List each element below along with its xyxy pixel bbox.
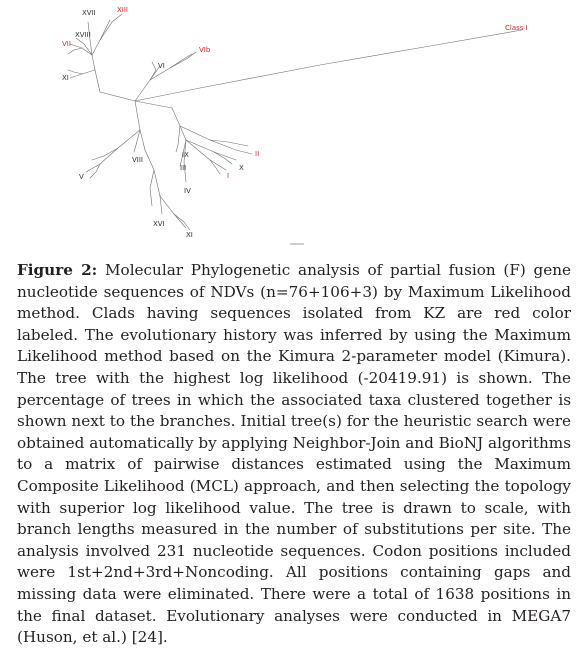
clade-label-v: V xyxy=(79,173,84,181)
branch-class-i xyxy=(135,30,522,101)
clade-label-viii: VIII xyxy=(132,156,143,164)
branch-ix xyxy=(176,126,180,152)
clade-label-class-i: Class I xyxy=(505,24,528,32)
clade-label-xviii: XVIII xyxy=(75,31,91,39)
branch-v-3 xyxy=(90,164,100,178)
figure-caption-label: Figure 2: xyxy=(17,261,98,279)
clade-label-xiii: XIII xyxy=(117,6,128,14)
clade-label-vii: VII xyxy=(62,40,71,48)
clade-label-x: X xyxy=(239,164,244,172)
figure-caption-text: Molecular Phylogenetic analysis of partial fusion (F) gene nucleotide sequences of NDVs (n=76+106+3) by Maximum Likelihood method. Clads having sequences isolated from KZ are red color labeled. The evolutionary history was inferred by using the Maximum Likelihood method based on the Kimura 2-parameter model (Kimura). The tree with the highest log likelihood (-20419.91) is shown. The percentage of trees in which the associated taxa clustered together is shown next to the branches. Initial tree(s) for the heuristic search were obtained automatically by applying Neighbor-Join and BioNJ algorithms to a matrix of pairwise distances estimated using the Maximum Composite Likelihood (MCL) approach, and then selecting the topology with superior log likelihood value. The tree is drawn to scale, with branch lengths measured in the number of substitutions per site. The analysis involved 231 nucleotide sequences. Codon positions included were 1st+2nd+3rd+Noncoding. All positions containing gaps and missing data were eliminated. There were a total of 1638 positions in the final dataset. Evolutionary analyses were conducted in MEGA7 (Huson, et al.) [24]. xyxy=(17,261,571,647)
branch-ii-2 xyxy=(210,140,248,146)
tree-branches xyxy=(68,14,522,230)
branch-vii xyxy=(70,44,92,55)
clade-label-iii: III xyxy=(180,164,187,172)
clade-label-vib: VIb xyxy=(199,46,211,54)
branch-vii-2 xyxy=(68,48,82,54)
phylogenetic-tree-figure xyxy=(0,0,584,250)
clade-label-ii: II xyxy=(255,150,260,158)
branch-vi xyxy=(135,66,160,101)
phylogenetic-tree xyxy=(0,0,584,250)
figure-caption xyxy=(17,260,571,649)
clade-label-ix: IX xyxy=(182,151,189,159)
branch-ii xyxy=(180,126,252,154)
branch-xi-left-2 xyxy=(68,70,82,74)
clade-label-xi-left: XI xyxy=(62,74,69,82)
clade-label-xvi: XVI xyxy=(153,220,165,228)
branch-viii xyxy=(134,130,140,152)
branch-vib-2 xyxy=(170,54,192,68)
clade-label-iv: IV xyxy=(184,187,191,195)
clade-label-i: I xyxy=(227,172,230,180)
branch-xiii-2 xyxy=(100,20,110,40)
branch-xvi-2 xyxy=(150,170,154,206)
branch-xiii xyxy=(92,14,122,55)
branch-i xyxy=(186,140,226,170)
branch-xvi xyxy=(145,150,162,214)
clade-label-xi-bottom: XI xyxy=(186,231,193,239)
clade-label-vi: VI xyxy=(158,62,165,70)
branch-xi-left xyxy=(70,70,95,78)
branch-v-2 xyxy=(92,148,118,160)
branch-i-2 xyxy=(210,160,220,174)
branch-x-2 xyxy=(214,152,232,164)
branch-vi-2 xyxy=(150,62,156,80)
clade-label-xvii: XVII xyxy=(82,9,96,17)
branch-x xyxy=(186,140,236,160)
